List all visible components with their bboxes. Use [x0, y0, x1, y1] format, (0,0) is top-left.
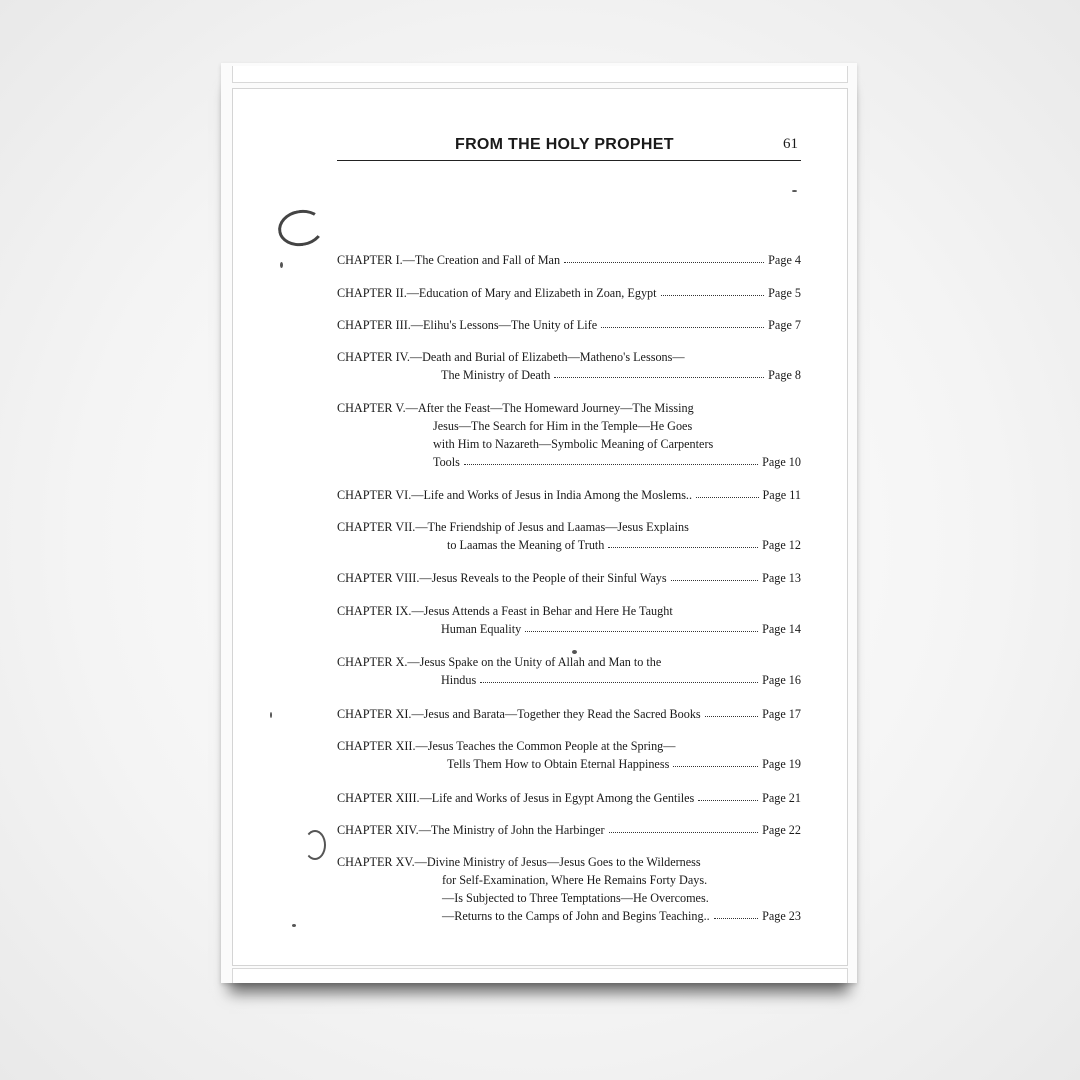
toc-entry-line — [337, 486, 801, 504]
toc-entry-text: CHAPTER X.—Jesus Spake on the Unity of Allah and Man to the — [337, 655, 662, 669]
toc-entry — [337, 602, 801, 638]
toc-page-ref: Page 11 — [762, 488, 801, 502]
toc-entry-text: CHAPTER V.—After the Feast—The Homeward Journey—The Missing — [337, 401, 694, 415]
toc-page-ref: Page 23 — [762, 909, 801, 923]
toc-entry-line — [337, 348, 801, 366]
toc-page-ref: Page 12 — [762, 538, 801, 552]
toc-page-ref: Page 14 — [762, 622, 801, 636]
toc-entry-line — [337, 653, 801, 671]
dot-leader — [609, 821, 758, 833]
toc-page-ref: Page 21 — [762, 791, 801, 805]
toc-entry — [337, 789, 801, 807]
toc-entry-text: Tells Them How to Obtain Eternal Happiness — [447, 757, 670, 771]
running-title: FROM THE HOLY PROPHET — [455, 136, 674, 153]
dot-leader — [696, 486, 759, 498]
dot-leader — [601, 316, 764, 328]
toc-entry-line — [337, 737, 801, 755]
toc-entry — [337, 284, 801, 302]
toc-entry-line — [337, 251, 801, 269]
toc-page-ref: Page 8 — [768, 368, 801, 382]
toc-entry-text: CHAPTER XI.—Jesus and Barata—Together they Read the Sacred Books — [337, 707, 701, 721]
dot-leader — [525, 620, 758, 632]
page-number: 61 — [783, 136, 798, 152]
toc-entry-line — [337, 620, 801, 638]
toc-entry-line — [337, 602, 801, 620]
toc-entry-text: CHAPTER XII.—Jesus Teaches the Common People at the Spring— — [337, 739, 676, 753]
dot-leader — [464, 453, 758, 465]
toc-entry-line — [337, 705, 801, 723]
toc-entry-line — [337, 671, 801, 689]
toc-entry — [337, 399, 801, 471]
dot-leader — [673, 755, 758, 767]
toc-page-ref: Page 7 — [768, 318, 801, 332]
toc-entry-line — [337, 907, 801, 925]
toc-entry-line — [337, 316, 801, 334]
toc-entry-text: CHAPTER XV.—Divine Ministry of Jesus—Jesus Goes to the Wilderness — [337, 855, 701, 869]
dot-leader — [714, 907, 758, 919]
toc-entry-line — [337, 366, 801, 384]
toc-entry-line — [337, 536, 801, 554]
toc-page-ref: Page 4 — [768, 253, 801, 267]
toc-entry — [337, 705, 801, 723]
toc-entry-line — [337, 518, 801, 536]
dot-leader — [671, 569, 758, 581]
toc-entry-text: CHAPTER XIII.—Life and Works of Jesus in Egypt Among the Gentiles — [337, 791, 695, 805]
toc-entry — [337, 518, 801, 554]
toc-entry-line — [337, 821, 801, 839]
toc-entry — [337, 737, 801, 773]
toc-entry-text: CHAPTER VIII.—Jesus Reveals to the People of their Sinful Ways — [337, 571, 667, 585]
dot-leader — [705, 705, 758, 717]
toc-entry-line — [337, 569, 801, 587]
toc-entry-text: to Laamas the Meaning of Truth — [447, 538, 605, 552]
toc-entry-text: CHAPTER IV.—Death and Burial of Elizabeth—Matheno's Lessons— — [337, 350, 685, 364]
toc-entry-line — [337, 853, 801, 871]
toc-entry-text: CHAPTER VI.—Life and Works of Jesus in India Among the Moslems.. — [337, 488, 693, 502]
next-page-edge — [232, 968, 848, 983]
ink-blot — [304, 830, 326, 860]
toc-page-ref: Page 5 — [768, 286, 801, 300]
dot-leader — [661, 284, 764, 296]
toc-entry-text: —Returns to the Camps of John and Begins Teaching.. — [442, 909, 710, 923]
toc-page-ref: Page 17 — [762, 707, 801, 721]
toc-entry-line — [337, 453, 801, 471]
ink-speck — [280, 262, 283, 268]
toc-page-ref: Page 19 — [762, 757, 801, 771]
dot-leader — [698, 789, 758, 801]
toc-entry-line — [337, 435, 801, 453]
toc-entry-text: Jesus—The Search for Him in the Temple—He Goes — [433, 419, 693, 433]
toc-entry-text: CHAPTER III.—Elihu's Lessons—The Unity of Life — [337, 318, 598, 332]
toc-entry-text: The Ministry of Death — [441, 368, 551, 382]
toc-entry-text: for Self-Examination, Where He Remains Forty Days. — [442, 873, 708, 887]
toc-entry — [337, 653, 801, 689]
toc-entry-line — [337, 399, 801, 417]
toc-entry-text: with Him to Nazareth—Symbolic Meaning of Carpenters — [433, 437, 714, 451]
toc-entry-line — [337, 889, 801, 907]
toc-entry-line — [337, 417, 801, 435]
toc-entry-text: CHAPTER II.—Education of Mary and Elizabeth in Zoan, Egypt — [337, 286, 657, 300]
toc-page-ref: Page 16 — [762, 673, 801, 687]
toc-entry — [337, 821, 801, 839]
toc-entry — [337, 316, 801, 334]
previous-page-edge — [232, 66, 848, 83]
toc-entry — [337, 486, 801, 504]
dot-leader — [554, 366, 764, 378]
toc-entry-text: CHAPTER XIV.—The Ministry of John the Harbinger — [337, 823, 605, 837]
toc-entry — [337, 348, 801, 384]
toc-entry — [337, 251, 801, 269]
toc-page-ref: Page 22 — [762, 823, 801, 837]
toc-entry — [337, 569, 801, 587]
ink-speck — [270, 712, 272, 718]
running-header — [337, 136, 801, 161]
toc-entry-line — [337, 755, 801, 773]
toc-entry-text: CHAPTER I.—The Creation and Fall of Man — [337, 253, 561, 267]
toc-entry-text: CHAPTER IX.—Jesus Attends a Feast in Behar and Here He Taught — [337, 604, 673, 618]
ink-speck — [792, 190, 797, 192]
toc-page-ref: Page 13 — [762, 571, 801, 585]
dot-leader — [608, 536, 758, 548]
dot-leader — [480, 671, 758, 683]
toc-entry-line — [337, 871, 801, 889]
dot-leader — [564, 251, 764, 263]
toc-entry-text: CHAPTER VII.—The Friendship of Jesus and Laamas—Jesus Explains — [337, 520, 689, 534]
toc-entry-text: Tools — [433, 455, 460, 469]
toc-entry-text: Human Equality — [441, 622, 522, 636]
toc-entry-text: Hindus — [441, 673, 477, 687]
toc-entry-line — [337, 284, 801, 302]
ink-speck — [292, 924, 296, 927]
toc-page-ref: Page 10 — [762, 455, 801, 469]
toc-entry-text: —Is Subjected to Three Temptations—He Overcomes. — [442, 891, 709, 905]
toc-entry — [337, 853, 801, 925]
toc-entry-line — [337, 789, 801, 807]
